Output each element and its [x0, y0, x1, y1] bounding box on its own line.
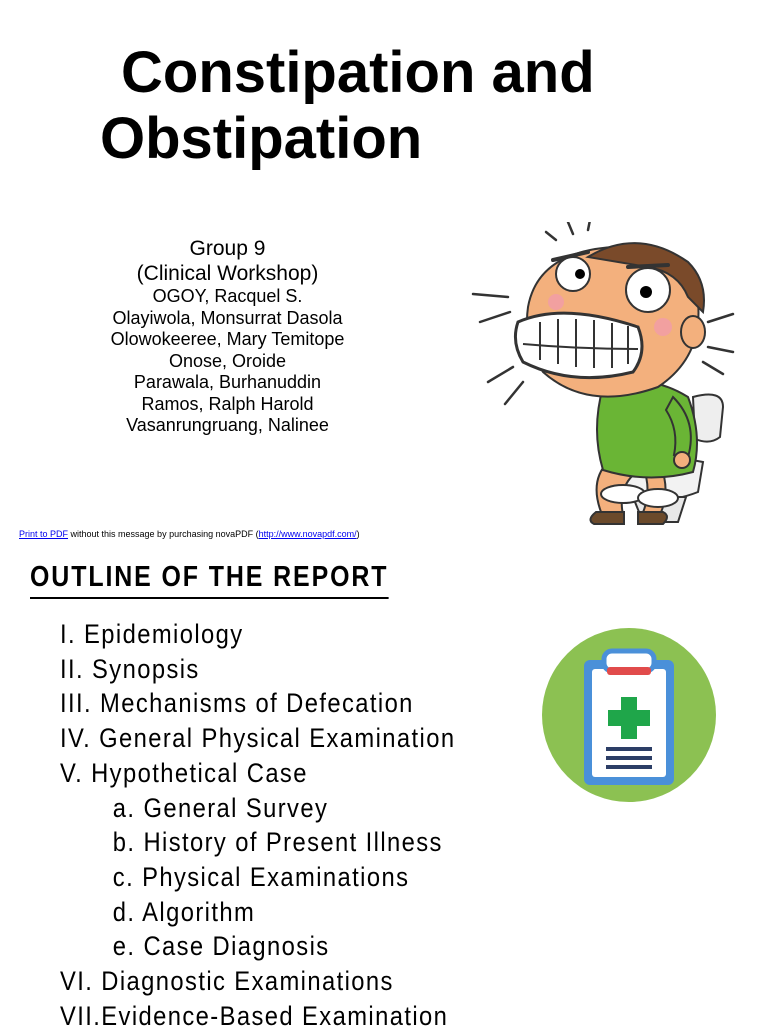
group-info [60, 236, 395, 437]
outline-list [60, 617, 455, 1033]
novapdf-url-link[interactable]: http://www.novapdf.com/ [258, 529, 357, 539]
member-name: Vasanrungruang, Nalinee [126, 415, 329, 435]
member-name: Onose, Oroide [168, 350, 287, 371]
outline-item: I. Epidemiology [60, 619, 244, 649]
member-name: Parawala, Burhanuddin [133, 372, 322, 392]
outline-item: V. Hypothetical Case [60, 757, 308, 788]
medical-clipboard-icon [540, 627, 718, 803]
outline-item: VI. Diagnostic Examinations [60, 966, 394, 997]
print-to-pdf-link[interactable]: Print to PDF [19, 529, 69, 539]
slide-title [100, 40, 595, 172]
outline-subitem: e. Case Diagnosis [112, 931, 330, 962]
group-name: Group 9 [189, 237, 266, 260]
group-subtitle: (Clinical Workshop) [136, 262, 319, 285]
pdf-watermark-notice [19, 529, 360, 539]
outline-item: III. Mechanisms of Defecation [60, 688, 414, 719]
outline-subitem: d. Algorithm [112, 896, 256, 927]
outline-heading: OUTLINE OF THE REPORT [30, 560, 388, 599]
outline-subitem: c. Physical Examinations [112, 861, 410, 892]
outline-subitem: a. General Survey [112, 792, 329, 823]
member-name: OGOY, Racquel S. [152, 286, 303, 306]
member-name: Olowokeeree, Mary Temitope [110, 329, 345, 349]
title-line-1: Constipation and [121, 40, 595, 105]
pdf-notice-text: without this message by purchasing novaPDF ( [68, 529, 259, 539]
title-line-2: Obstipation [100, 106, 423, 171]
outline-item: VII.Evidence-Based Examination [60, 1000, 449, 1031]
outline-item: IV. General Physical Examination [60, 723, 456, 754]
outline-subitem: b. History of Present Illness [112, 827, 443, 858]
pdf-notice-end: ) [356, 529, 360, 539]
member-name: Ramos, Ralph Harold [141, 393, 314, 414]
member-name: Olayiwola, Monsurrat Dasola [112, 307, 343, 328]
constipated-man-illustration [468, 222, 738, 527]
outline-item: II. Synopsis [60, 653, 200, 684]
